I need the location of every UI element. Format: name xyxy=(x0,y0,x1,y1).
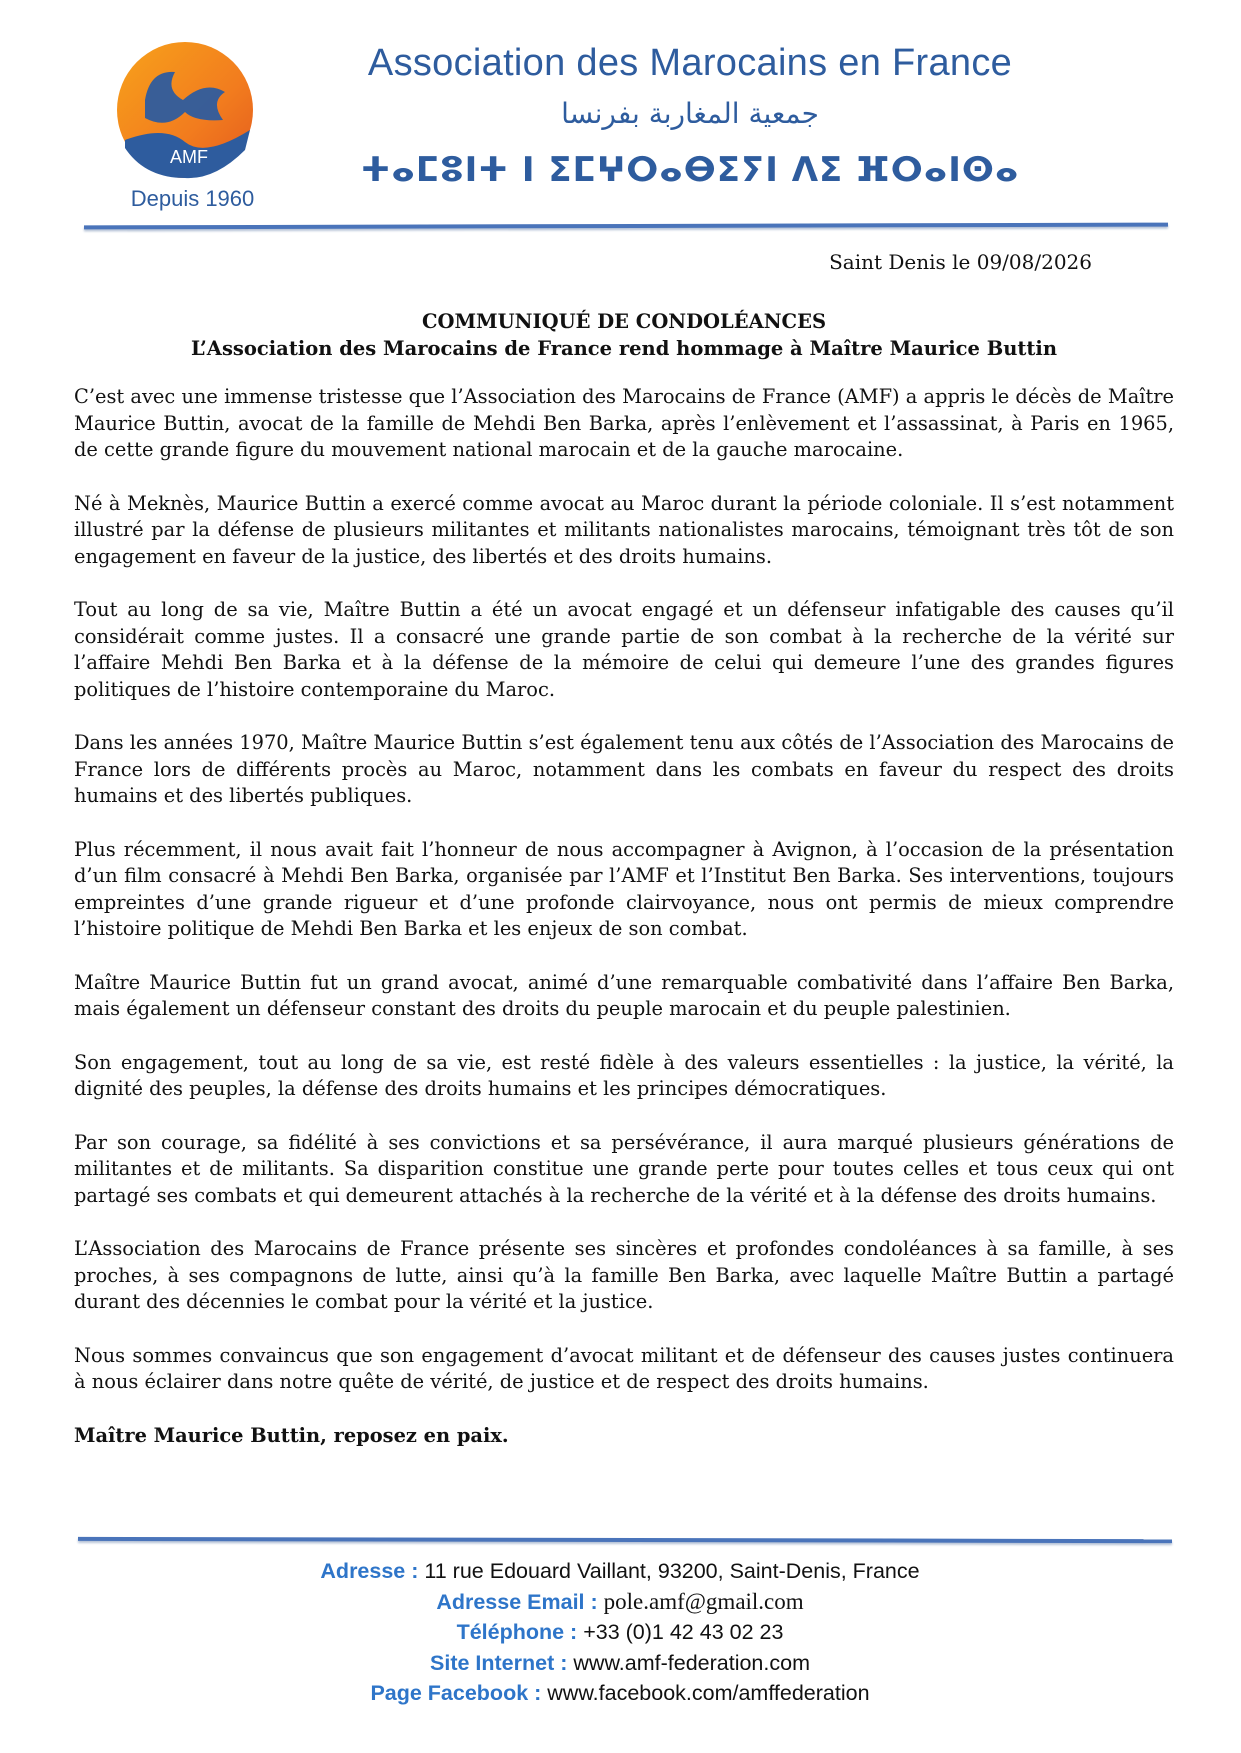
body-paragraph: Plus récemment, il nous avait fait l’honneur de nous accompagner à Avignon, à l’occasion de la présentation d’un film consacré à Mehdi Ben Barka, organisée par l’AMF et l’Institut Ben Barka. Ses interventions, toujours empreintes d’une grande rigueur et d’une profonde clairvoyance, nous ont permis de mieux comprendre l’histoire politique de Mehdi Ben Barka et les enjeux de son combat. xyxy=(74,837,1174,940)
phone-label: Téléphone : xyxy=(456,1620,578,1644)
website-link[interactable]: www.amf-federation.com xyxy=(573,1650,810,1675)
footer-email-row xyxy=(130,1587,1110,1618)
footer-website-row xyxy=(130,1648,1110,1679)
footer-address-row xyxy=(130,1556,1110,1587)
body-paragraph: L’Association des Marocains de France présente ses sincères et profondes condoléances à sa famille, à ses proches, à ses compagnons de lutte, ainsi qu’à la famille Ben Barka, avec laquelle Maître Buttin a partagé durant des décennies le combat pour la vérité et la justice. xyxy=(74,1237,1174,1313)
header-divider xyxy=(84,223,1168,230)
body-paragraph: C’est avec une immense tristesse que l’Association des Marocains de France (AMF) a appris le décès de Maître Maurice Buttin, avocat de la famille de Mehdi Ben Barka, après l’enlèvement et l’assassinat, à Paris en 1965, de cette grande figure du mouvement national marocain et de la gauche marocaine. xyxy=(74,385,1174,461)
title-line-1: COMMUNIQUÉ DE CONDOLÉANCES xyxy=(421,310,827,333)
body-paragraph: Dans les années 1970, Maître Maurice Buttin s’est également tenu aux côtés de l’Association des Marocains de France lors de différents procès au Maroc, notamment dans les combats en faveur du respect des droits humains et des libertés publiques. xyxy=(74,731,1174,807)
organization-name-tifinagh: ⵜⴰⵎⵓⵏⵜ ⵏ ⵉⵎⵖⵔⴰⴱⵉⵢⵏ ⴷⵉ ⴼⵔⴰⵏⵙⴰ xyxy=(360,150,1020,190)
amf-logo xyxy=(105,30,265,190)
body-paragraph: Son engagement, tout au long de sa vie, est resté fidèle à des valeurs essentielles : la justice, la vérité, la dignité des peuples, la défense des droits humains et les principes démocratiques. xyxy=(74,1050,1174,1100)
date-line: Saint Denis le 09/08/2026 xyxy=(829,250,1092,274)
body-paragraph: Tout au long de sa vie, Maître Buttin a été un avocat engagé et un défenseur infatigable des causes qu’il considérait comme justes. Il a consacré une grande partie de son combat à la recherche de la vérité sur l’affaire Mehdi Ben Barka et à la défense de la mémoire de celui qui demeure l’une des grandes figures politiques de l’histoire contemporaine du Maroc. xyxy=(74,598,1174,701)
facebook-link[interactable]: www.facebook.com/amffederation xyxy=(547,1681,870,1705)
footer-facebook-row xyxy=(130,1678,1110,1709)
footer-divider xyxy=(78,1537,1172,1543)
body-paragraph: Né à Meknès, Maurice Buttin a exercé comme avocat au Maroc durant la période coloniale. Il s’est notamment illustré par la défense de plusieurs militantes et militants nationalistes marocains, témoignant très tôt de son engagement en faveur de la justice, des libertés et des droits humains. xyxy=(74,491,1174,568)
facebook-label: Page Facebook : xyxy=(370,1681,542,1705)
contact-footer xyxy=(130,1556,1110,1709)
logo-text: AMF xyxy=(170,147,208,167)
organization-name-ar: جمعية المغاربة بفرنسا xyxy=(561,97,819,130)
document-body xyxy=(74,384,1174,1476)
body-paragraph: Maître Maurice Buttin fut un grand avocat, animé d’une remarquable combativité dans l’affaire Ben Barka, mais également un défenseur constant des droits du peuple marocain et du peuple palestinien. xyxy=(74,970,1174,1020)
website-label: Site Internet : xyxy=(430,1650,568,1675)
email-link[interactable]: pole.amf@gmail.com xyxy=(603,1588,804,1614)
body-paragraph: Par son courage, sa fidélité à ses convictions et sa persévérance, il aura marqué plusieurs générations de militantes et de militants. Sa disparition constitue une grande perte pour toutes celles et tous ceux qui ont partagé ses combats et qui demeurent attachés à la recherche de la vérité et à la défense des droits humains. xyxy=(74,1130,1174,1207)
body-paragraph: Nous sommes convaincus que son engagement d’avocat militant et de défenseur des causes justes continuera à nous éclairer dans notre quête de vérité, de justice et de respect des droits humains. xyxy=(74,1343,1174,1393)
document-title xyxy=(74,308,1174,362)
address-label: Adresse : xyxy=(320,1559,419,1583)
organization-name-fr: Association des Marocains en France xyxy=(367,42,1013,84)
email-label: Adresse Email : xyxy=(436,1589,598,1614)
closing-line: Maître Maurice Buttin, reposez en paix. xyxy=(74,1423,509,1447)
since-label: Depuis 1960 xyxy=(130,186,255,211)
title-line-2: L’Association des Marocains de France rend hommage à Maître Maurice Buttin xyxy=(190,337,1057,360)
address-value: 11 rue Edouard Vaillant, 93200, Saint-Denis, France xyxy=(424,1559,920,1583)
phone-value: +33 (0)1 42 43 02 23 xyxy=(583,1620,784,1644)
footer-phone-row xyxy=(130,1617,1110,1648)
